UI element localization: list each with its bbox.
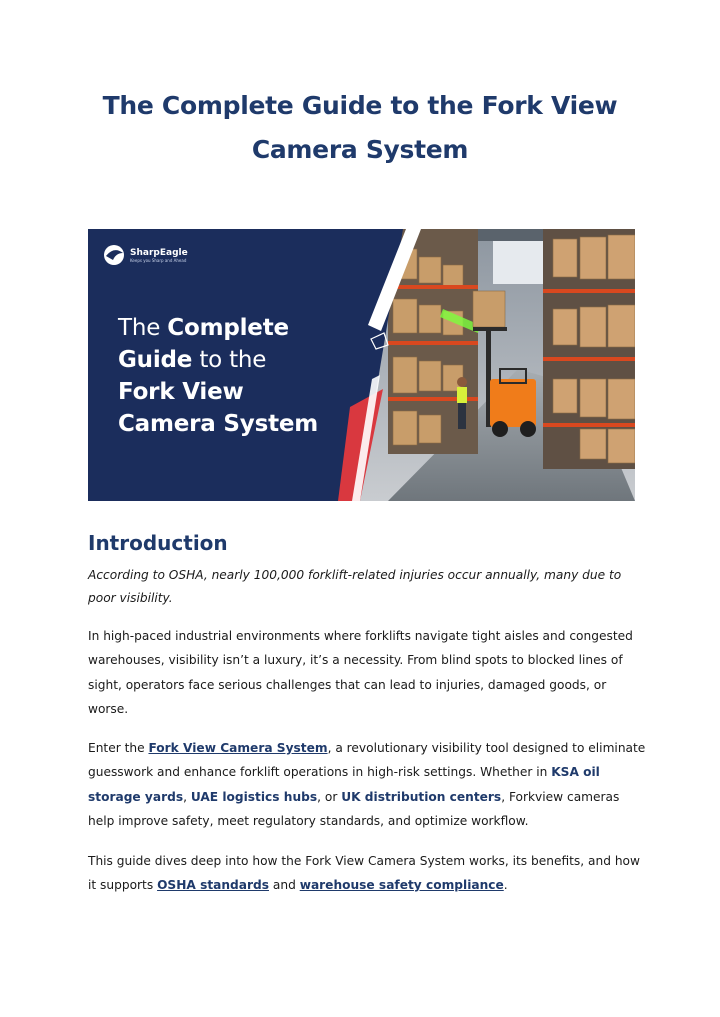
brand-name: SharpEagle: [130, 247, 188, 258]
ksa-oil-storage-yards-text: KSA oil storage yards: [88, 765, 600, 804]
hero-heading-text: Fork View: [118, 379, 244, 405]
hero-heading-text: The: [118, 315, 168, 341]
section-heading-introduction: Introduction: [88, 531, 228, 555]
osha-standards-link[interactable]: OSHA standards: [157, 878, 269, 893]
paragraph-text: This guide dives deep into how the Fork View Camera System works, its benefits, and how it supports: [88, 854, 640, 893]
paragraph-text: Enter the: [88, 741, 149, 755]
title-line-2: Camera System: [251, 135, 469, 164]
osha-quote: According to OSHA, nearly 100,000 forklift-related injuries occur annually, many due to poor visibility.: [88, 568, 622, 605]
hero-image: [88, 229, 635, 501]
paragraph-text: , or: [317, 789, 342, 804]
brand-tagline: Keeps you Sharp and Ahead: [130, 257, 187, 263]
title-line-1: The Complete Guide to the Fork View: [102, 91, 618, 120]
intro-paragraph-1: In high-paced industrial environments where forklifts navigate tight aisles and congested warehouses, visibility isn’t a luxury, it’s a necessity. From blind spots to blocked lines of sight, operators face serious challenges that can lead to injuries, damaged goods, or worse.: [88, 629, 633, 716]
paragraph-text: , a revolutionary visibility tool designed to eliminate guesswork and enhance forklift operations in high-risk settings. Whether in: [88, 741, 646, 780]
paragraph-text: .: [503, 878, 508, 893]
paragraph-text: , Forkview cameras help improve safety, meet regulatory standards, and optimize workflow.: [88, 789, 620, 828]
eagle-logo-icon: [104, 244, 126, 266]
hero-heading: [118, 312, 368, 440]
fork-view-camera-system-link[interactable]: Fork View Camera System: [148, 741, 328, 755]
paragraph-text: and: [269, 878, 300, 893]
hero-heading-text: to the: [192, 347, 267, 373]
paragraph-text: ,: [183, 789, 191, 804]
uk-distribution-centers-text: UK distribution centers: [341, 789, 502, 804]
intro-paragraph-3: [88, 849, 648, 898]
uae-logistics-hubs-text: UAE logistics hubs: [190, 789, 318, 804]
intro-paragraph-2: [88, 736, 648, 833]
hero-heading-text: Complete: [167, 315, 289, 341]
brand-logo: [104, 244, 188, 266]
page-title: [60, 84, 660, 172]
hero-heading-text: Camera System: [118, 411, 319, 437]
warehouse-safety-compliance-link[interactable]: warehouse safety compliance: [299, 878, 504, 893]
hero-heading-text: Guide: [118, 347, 193, 373]
